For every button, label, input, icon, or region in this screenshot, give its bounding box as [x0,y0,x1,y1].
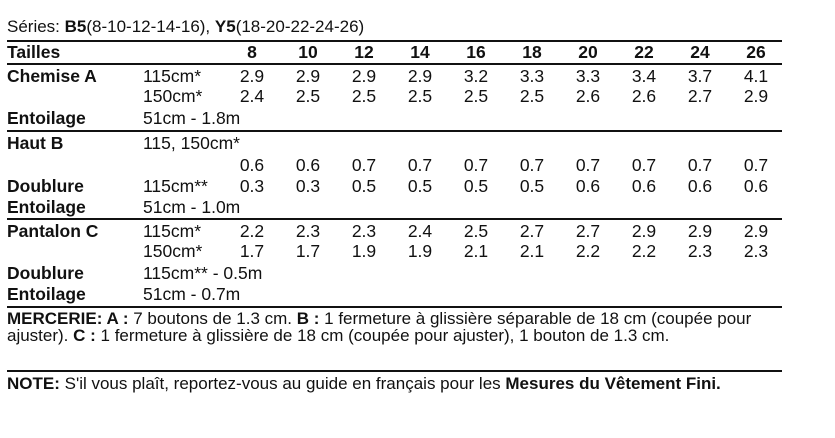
size-header-row [7,42,782,62]
yardage-cell: 0.6 [743,176,769,196]
yardage-cell: 0.3 [295,176,321,196]
yardage-cell: 0.5 [351,176,377,196]
notions-c-lead: C : [73,326,101,345]
yardage-cell: 2.2 [575,241,601,261]
size-header-cell: 16 [466,42,486,62]
series-b5-name: B5 [64,17,87,36]
garment-label: Pantalon C [7,221,99,241]
series-prefix: Séries: [7,17,65,36]
size-header-cell: 8 [247,42,257,62]
yardage-cell: 3.7 [687,66,713,86]
garment-label: Chemise A [7,66,97,86]
garment-label: Haut B [7,133,64,153]
yardage-cell: 0.6 [687,176,713,196]
size-header-cell: 14 [410,42,430,62]
yardage-cell: 3.3 [519,66,545,86]
garment-label: Entoilage [7,284,86,304]
series-y5-name: Y5 [214,17,236,36]
table-row [7,241,782,261]
section-rule [7,130,782,132]
yardage-cell: 2.5 [463,86,489,106]
yardage-cell: 2.4 [407,221,433,241]
yardage-cell: 1.7 [295,241,321,261]
yardage-cell: 0.7 [463,155,489,175]
garment-label: Entoilage [7,197,86,217]
fabric-width: 115cm** [143,176,208,196]
yardage-cell: 0.3 [239,176,265,196]
fabric-width: 51cm - 1.0m [143,197,241,217]
yardage-cell: 2.2 [631,241,657,261]
yardage-cell: 2.7 [687,86,713,106]
yardage-cell: 1.7 [239,241,265,261]
series-y5-sizes: (18-20-22-24-26) [235,17,365,36]
garment-label: Entoilage [7,108,86,128]
garment-label: Doublure [7,176,84,196]
yardage-cell: 2.9 [407,66,433,86]
fabric-width: 115cm* [143,66,202,86]
notions-b-text: 1 fermeture à glissière séparable de 18 cm (coupée pour ajuster). [7,309,752,345]
yardage-cell: 0.6 [239,155,265,175]
table-row [7,221,782,241]
notions-lead: MERCERIE: A : [7,309,134,328]
fabric-width: 150cm* [143,86,203,106]
yardage-cell: 2.9 [239,66,265,86]
yardage-cell: 2.3 [295,221,321,241]
yardage-cell: 0.7 [519,155,545,175]
sizes-header-label: Tailles [7,42,61,62]
yardage-cell: 2.7 [575,221,601,241]
fabric-width: 51cm - 0.7m [143,284,241,304]
size-header-cell: 24 [690,42,710,62]
yardage-cell: 2.3 [687,241,713,261]
yardage-cell: 0.7 [631,155,657,175]
yardage-cell: 0.6 [295,155,321,175]
yardage-cell: 3.3 [575,66,601,86]
yardage-cell: 2.9 [295,66,321,86]
size-header-cell: 22 [634,42,654,62]
yardage-cell: 2.3 [351,221,377,241]
yardage-cell: 0.5 [519,176,545,196]
yardage-cell: 2.5 [295,86,321,106]
yardage-cell: 0.5 [407,176,433,196]
yardage-cell: 0.7 [743,155,769,175]
yardage-cell: 2.6 [575,86,601,106]
table-row [7,66,782,86]
fabric-width: 115cm* [143,221,202,241]
table-row [7,155,782,175]
yardage-cell: 2.9 [687,221,713,241]
yardage-cell: 2.5 [407,86,433,106]
fabric-width: 115cm** - 0.5m [143,263,263,283]
series-b5-sizes: (8-10-12-14-16), [86,17,215,36]
yardage-cell: 2.2 [239,221,265,241]
yardage-cell: 0.7 [351,155,377,175]
fabric-width: 150cm* [143,241,203,261]
yardage-cell: 2.3 [743,241,769,261]
fabric-width: 51cm - 1.8m [143,108,241,128]
table-row [7,284,782,304]
yardage-cell: 2.9 [631,221,657,241]
table-row [7,86,782,106]
note-emphasis: Mesures du Vêtement Fini. [505,374,721,393]
header-rule [7,63,782,65]
yardage-cell: 0.7 [407,155,433,175]
yardage-cell: 2.9 [743,86,769,106]
yardage-cell: 2.1 [463,241,489,261]
note-text: S'il vous plaît, reportez-vous au guide en français pour les [59,374,506,393]
notions-paragraph [7,310,782,344]
yardage-cell: 0.5 [463,176,489,196]
yardage-cell: 0.7 [575,155,601,175]
notions-b-lead: B : [296,309,325,328]
notions-a-text: 7 boutons de 1.3 cm. [133,309,297,328]
series-line [7,17,364,37]
yardage-cell: 2.5 [463,221,489,241]
note-lead: NOTE: [7,374,60,393]
size-header-cell: 10 [298,42,318,62]
yardage-cell: 2.9 [351,66,377,86]
size-header-cell: 26 [746,42,766,62]
yardage-cell: 1.9 [407,241,433,261]
yardage-cell: 2.7 [519,221,545,241]
table-row [7,197,782,217]
table-row [7,108,782,128]
yardage-cell: 3.4 [631,66,657,86]
yardage-cell: 0.6 [575,176,601,196]
yardage-cell: 2.5 [351,86,377,106]
table-row [7,176,782,196]
yardage-cell: 2.5 [519,86,545,106]
yardage-cell: 2.4 [239,86,265,106]
yardage-cell: 1.9 [351,241,377,261]
size-header-cell: 12 [354,42,374,62]
yardage-cell: 3.2 [463,66,489,86]
note-paragraph [7,375,782,392]
size-header-cell: 20 [578,42,598,62]
yardage-cell: 2.1 [519,241,545,261]
table-row [7,263,782,283]
section-rule [7,306,782,308]
yardage-cell: 0.7 [687,155,713,175]
section-rule [7,370,782,372]
yardage-cell: 2.6 [631,86,657,106]
yardage-cell: 4.1 [743,66,769,86]
garment-label: Doublure [7,263,84,283]
size-header-cell: 18 [522,42,542,62]
yardage-cell: 0.6 [631,176,657,196]
notions-c-text: 1 fermeture à glissière de 18 cm (coupée pour ajuster), 1 bouton de 1.3 cm. [100,326,670,345]
yardage-cell: 2.9 [743,221,769,241]
table-row [7,133,782,153]
fabric-width: 115, 150cm* [143,133,240,153]
section-rule [7,218,782,220]
